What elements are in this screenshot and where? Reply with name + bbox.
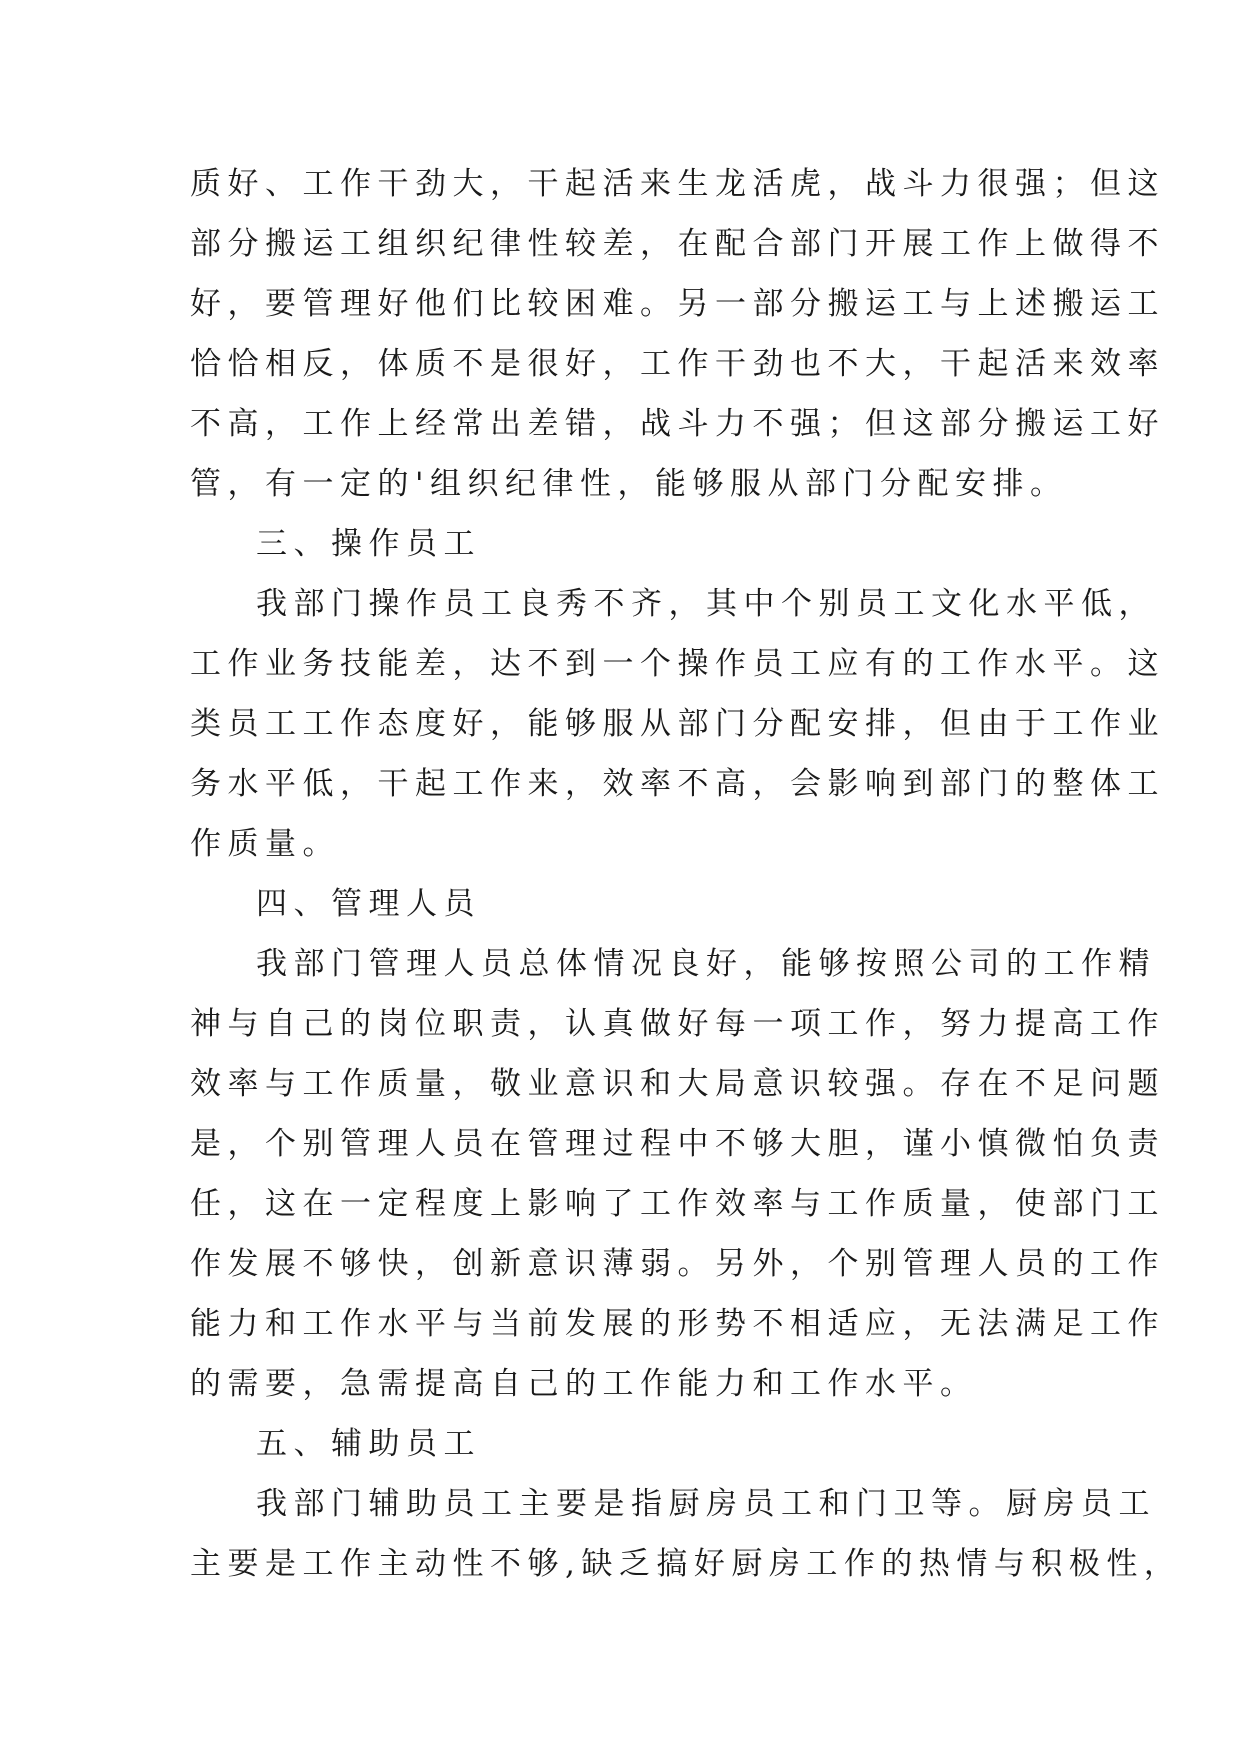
text-line: 务水平低，干起工作来，效率不高，会影响到部门的整体工 <box>190 766 1165 802</box>
text-line: 主要是工作主动性不够,缺乏搞好厨房工作的热情与积极性， <box>190 1546 1182 1582</box>
text-line: 管，有一定的'组织纪律性，能够服从部门分配安排。 <box>190 466 1068 502</box>
text-line: 好，要管理好他们比较困难。另一部分搬运工与上述搬运工 <box>190 286 1165 322</box>
text-line: 工作业务技能差，达不到一个操作员工应有的工作水平。这 <box>190 646 1165 682</box>
text-line: 质好、工作干劲大，干起活来生龙活虎，战斗力很强；但这 <box>190 166 1165 202</box>
paragraph-first-line: 我部门辅助员工主要是指厨房员工和门卫等。厨房员工 <box>256 1486 1156 1522</box>
text-line: 类员工工作态度好，能够服从部门分配安排，但由于工作业 <box>190 706 1165 742</box>
paragraph-first-line: 我部门操作员工良秀不齐，其中个别员工文化水平低， <box>256 586 1156 622</box>
section-heading: 四、管理人员 <box>256 886 481 922</box>
text-line: 的需要，急需提高自己的工作能力和工作水平。 <box>190 1366 978 1402</box>
text-line: 是，个别管理人员在管理过程中不够大胆，谨小慎微怕负责 <box>190 1126 1165 1162</box>
text-line: 能力和工作水平与当前发展的形势不相适应，无法满足工作 <box>190 1306 1165 1342</box>
document-body <box>190 154 1182 1594</box>
section-heading: 三、操作员工 <box>256 526 481 562</box>
text-line: 不高，工作上经常出差错，战斗力不强；但这部分搬运工好 <box>190 406 1165 442</box>
section-heading: 五、辅助员工 <box>256 1426 481 1462</box>
text-line: 效率与工作质量，敬业意识和大局意识较强。存在不足问题 <box>190 1066 1165 1102</box>
text-line: 部分搬运工组织纪律性较差，在配合部门开展工作上做得不 <box>190 226 1165 262</box>
text-line: 恰恰相反，体质不是很好，工作干劲也不大，干起活来效率 <box>190 346 1165 382</box>
paragraph-first-line: 我部门管理人员总体情况良好，能够按照公司的工作精 <box>256 946 1156 982</box>
text-line: 神与自己的岗位职责，认真做好每一项工作，努力提高工作 <box>190 1006 1165 1042</box>
text-line: 任，这在一定程度上影响了工作效率与工作质量，使部门工 <box>190 1186 1165 1222</box>
text-line: 作发展不够快，创新意识薄弱。另外，个别管理人员的工作 <box>190 1246 1165 1282</box>
text-line: 作质量。 <box>190 826 340 862</box>
